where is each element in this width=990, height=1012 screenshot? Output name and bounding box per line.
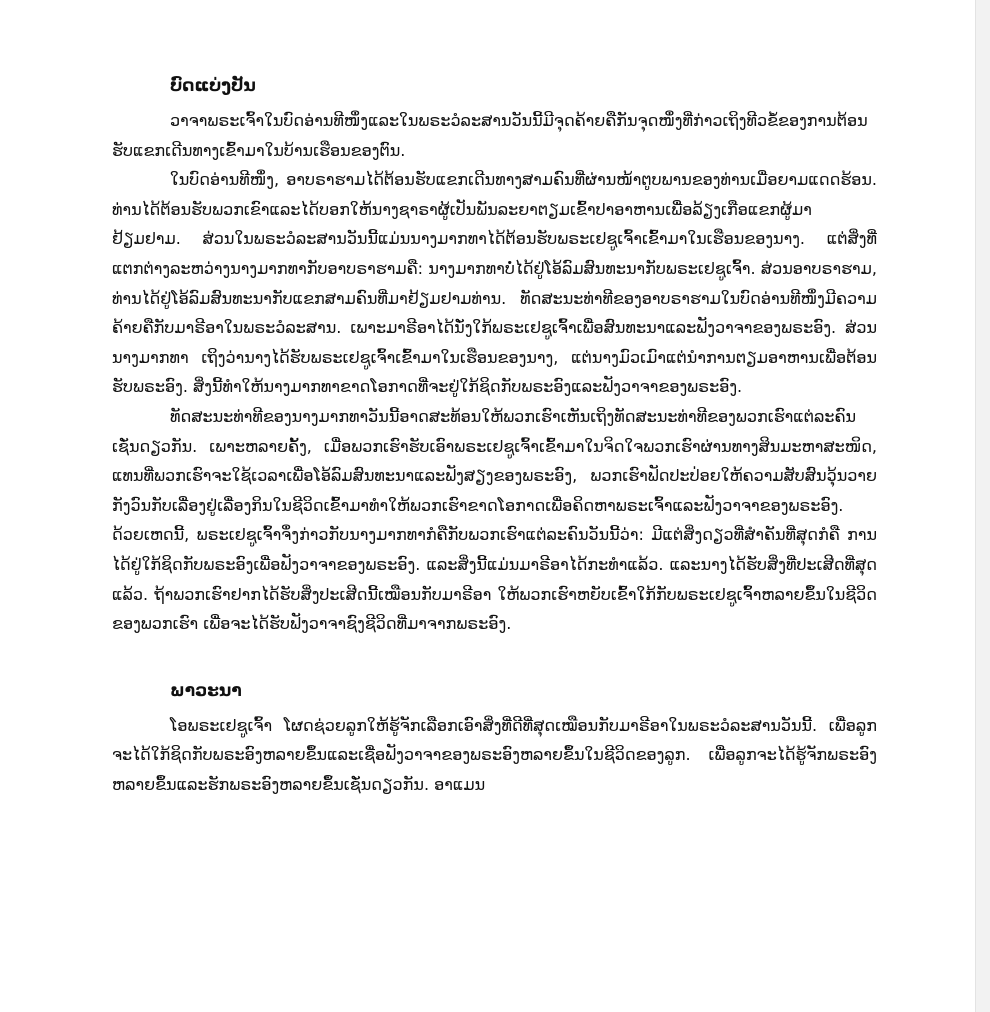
reflection-paragraph-2: ໃນບົດອ່ານທີໜຶ່ງ, ອາບຣາຮາມໄດ້ຕ້ອນຮັບແຂກເດີນທາງສາມຄົນທີ່ຜ່ານໜ້າຕູບພານຂອງທ່ານເມື່ອຍາມແດດຮ້ອນ. ທ່ານໄດ້ຕ້ອນຮັບພວກເຂົາແລະໄດ້ບອກໃຫ້ນາງຊາຣາຜູ້ເປັນພັນລະຍາຕຽມເຂົ້າປາອາຫານເພື່ອລ້ຽງເກືອແຂກຜູ້ມາຢ້ຽມຢາມ. ສ່ວນໃນພຣະວໍລະສານວັນນີ້ແມ່ນນາງມາກທາໄດ້ຕ້ອນຮັບພຣະເຢຊູເຈົ້າເຂົ້າມາໃນເຮືອນຂອງນາງ. ແຕ່ສິ່ງທີ່ແຕກຕ່າງລະຫວ່າງນາງມາກທາກັບອາບຣາຮາມຄື: ນາງມາກທາບໍ່ໄດ້ຢູ່ໂອ້ລົມສົນທະນາກັບພຣະເຢຊູເຈົ້າ. ສ່ວນອາບຣາຮາມ, ທ່ານໄດ້ຢູ່ໂອ້ລົມສົນທະນາກັບແຂກສາມຄົນທີ່ມາຢ້ຽມຢາມທ່ານ. ທັດສະນະທ່າທີຂອງອາບຣາຮາມໃນບົດອ່ານທີໜຶ່ງມີຄວາມຄ້າຍຄືກັບມາຣີອາໃນພຣະວໍລະສານ. ເພາະມາຣີອາໄດ້ນັ່ງໃກ້ພຣະເຢຊູເຈົ້າເພື່ອສົນທະນາແລະຟັງວາຈາຂອງພຣະອົງ. ສ່ວນນາງມາກທາ ເຖິງວ່ານາງໄດ້ຮັບພຣະເຢຊູເຈົ້າເຂົ້າມາໃນເຮືອນຂອງນາງ, ແຕ່ນາງມົວເມົາແຕ່ນຳການຕຽມອາຫານເພື່ອຕ້ອນຮັບພຣະອົງ. ສິ່ງນີ້ທຳໃຫ້ນາງມາກທາຂາດໂອກາດທີ່ຈະຢູ່ໃກ້ຊິດກັບພຣະອົງແລະຟັງວາຈາຂອງພຣະອົງ. bbox=[112, 170, 877, 397]
section-spacer bbox=[112, 639, 877, 669]
scrollbar-track[interactable] bbox=[975, 0, 990, 1012]
reflection-paragraph-1: ວາຈາພຣະເຈົ້າໃນບົດອ່ານທີໜຶ່ງແລະໃນພຣະວໍລະສານວັນນີ້ມີຈຸດຄ້າຍຄືກັນຈຸດໜຶ່ງທີ່ກ່າວເຖິງທີວຂໍ້ຂອງການຕ້ອນຮັບແຂກເດີນທາງເຂົ້າມາໃນບ້ານເຮືອນຂອງຕົນ. bbox=[112, 111, 868, 160]
reflection-paragraph-3: ທັດສະນະທ່າທີຂອງນາງມາກທາວັນນີ້ອາດສະທ້ອນໃຫ້ພວກເຮົາເຫັນເຖິງທັດສະນະທ່າທີຂອງພວກເຮົາແຕ່ລະຄົນເຊັ່ນດຽວກັນ. ເພາະຫລາຍຄັ້ງ, ເມື່ອພວກເຮົາຮັບເອົາພຣະເຢຊູເຈົ້າເຂົ້າມາໃນຈິດໃຈພວກເຮົາຜ່ານທາງສິນມະຫາສະໜິດ, ແທນທີ່ພວກເຮົາຈະໃຊ້ເວລາເພື່ອໂອ້ລົມສົນທະນາແລະຟັງສຽງຂອງພຣະອົງ, ພວກເຮົາຟັດປະປ່ອຍໃຫ້ຄວາມສັບສົນວຸ້ນວາຍກັງວົນກັບເລື່ອງຢູ່ເລື່ອງກິນໃນຊີວິດເຂົ້າມາທຳໃຫ້ພວກເຮົາຂາດໂອກາດເພື່ອຄິດຫາພຣະເຈົ້າແລະຟັງວາຈາຂອງພຣະອົງ. ດ້ວຍເຫດນີ້, ພຣະເຢຊູເຈົ້າຈຶ່ງກ່າວກັບນາງມາກທາກໍຄືກັບພວກເຮົາແຕ່ລະຄົນວັນນີ້ວ່າ: ມີແຕ່ສິ່ງດຽວທີ່ສຳຄັນທີ່ສຸດກໍຄື ການໄດ້ຢູ່ໃກ້ຊິດກັບພຣະອົງເພື່ອຟັງວາຈາຂອງພຣະອົງ. ແລະສິ່ງນີ້ແມ່ນມາຣີອາໄດ້ກະທຳແລ້ວ. ແລະນາງໄດ້ຮັບສິ່ງທີ່ປະເສີດທີ່ສຸດແລ້ວ. ຖ້າພວກເຮົາຢາກໄດ້ຮັບສິ່ງປະເສີດນີ້ເໝືອນກັບມາຣີອາ ໃຫ້ພວກເຮົາຫຍັບເຂົ້າໃກ້ກັບພຣະເຢຊູເຈົ້າຫລາຍຂຶ້ນໃນຊີວິດຂອງພວກເຮົາ ເພື່ອຈະໄດ້ຮັບຟັງວາຈາຊົງຊີວິດທີ່ມາຈາກພຣະອົງ. bbox=[112, 406, 877, 634]
prayer-paragraph: ໂອພຣະເຢຊູເຈົ້າ ໂຜດຊ່ວຍລູກໃຫ້ຮູ້ຈັກເລືອກເອົາສິ່ງທີ່ດີທີ່ສຸດເໝືອນກັບມາຣີອາໃນພຣະວໍລະສານວັນນີ້. ເພື່ອລູກຈະໄດ້ໃກ້ຊິດກັບພຣະອົງຫລາຍຂຶ້ນແລະເຊື່ອຟັງວາຈາຂອງພຣະອົງຫລາຍຂຶ້ນໃນຊີວິດຂອງລູກ. ເພື່ອລູກຈະໄດ້ຮູ້ຈັກພຣະອົງຫລາຍຂຶ້ນແລະຮັກພຣະອົງຫລາຍຂຶ້ນເຊັ່ນດຽວກັນ. ອາແມນ bbox=[112, 715, 877, 794]
section-title-prayer: ພາວະນາ bbox=[170, 680, 242, 701]
section-title-reflection: ບົດແບ່ງປັນ bbox=[170, 76, 256, 96]
document-body bbox=[112, 72, 877, 799]
